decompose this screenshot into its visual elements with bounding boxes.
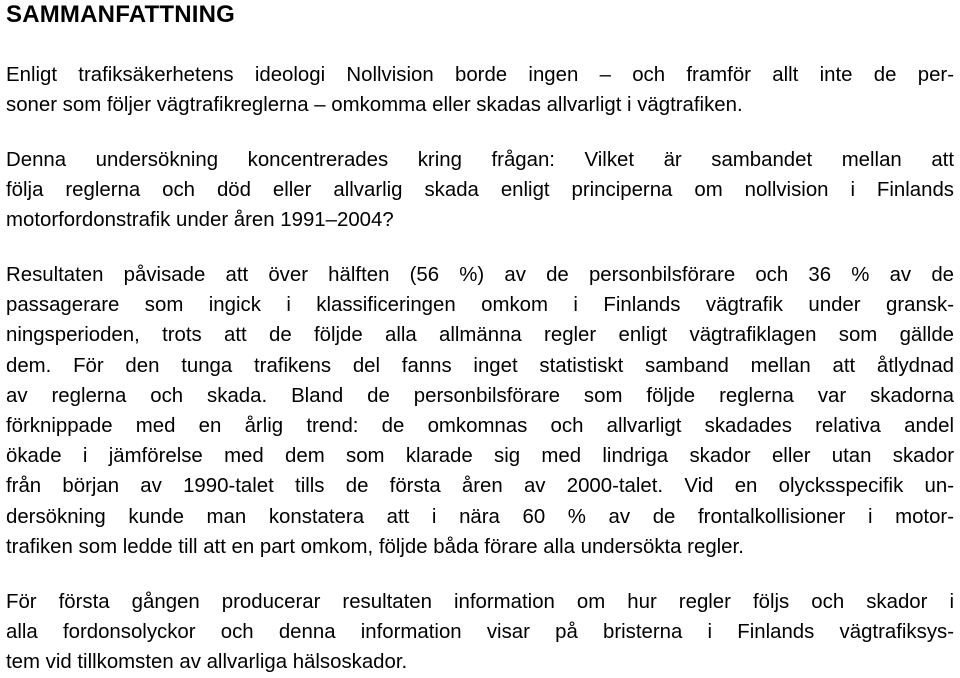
paragraph-question bbox=[6, 145, 954, 236]
text-line: alla fordonsolyckor och denna information visar på bristerna i Finlands vägtrafiksys- bbox=[6, 621, 954, 644]
text-line: av reglerna och skada. Bland de personbilsförare som följde reglerna var skadorna bbox=[6, 384, 954, 407]
text-line: från början av 1990-talet tills de första åren av 2000-talet. Vid en olycksspecifik un- bbox=[6, 475, 954, 498]
text-line: motorfordonstrafik under åren 1991–2004? bbox=[6, 209, 394, 232]
text-line: Denna undersökning koncentrerades kring frågan: Vilket är sambandet mellan att bbox=[6, 149, 954, 171]
section-heading: SAMMANFATTNING bbox=[6, 1, 235, 28]
text-line: ningsperioden, trots att de följde alla allmänna regler enligt vägtrafiklagen som gällde bbox=[6, 324, 954, 347]
text-line: För första gången producerar resultaten information om hur regler följs och skador i bbox=[6, 591, 954, 613]
text-line: passagerare som ingick i klassificeringen omkom i Finlands vägtrafik under gransk- bbox=[6, 294, 954, 317]
paragraph-conclusion bbox=[6, 587, 954, 678]
text-line: soner som följer vägtrafikreglerna – omkomma eller skadas allvarligt i vägtrafiken. bbox=[6, 94, 743, 117]
paragraph-results bbox=[6, 260, 954, 562]
text-line: tem vid tillkomsten av allvarliga hälsoskador. bbox=[6, 651, 408, 674]
text-line: Resultaten påvisade att över hälften (56 %) av de personbilsförare och 36 % av de bbox=[6, 264, 954, 286]
text-line: följa reglerna och död eller allvarlig skada enligt principerna om nollvision i Finlands bbox=[6, 179, 954, 202]
text-line: trafiken som ledde till att en part omkom, följde båda förare alla undersökta regler. bbox=[6, 535, 744, 558]
text-line: ökade i jämförelse med dem som klarade sig med lindriga skador eller utan skador bbox=[6, 445, 954, 468]
text-line: förknippade med en årlig trend: de omkomnas och allvarligt skadades relativa andel bbox=[6, 414, 954, 437]
text-line: dersökning kunde man konstatera att i nära 60 % av de frontalkollisioner i motor- bbox=[6, 505, 954, 528]
text-line: Enligt trafiksäkerhetens ideologi Nollvision borde ingen – och framför allt inte de per- bbox=[6, 64, 954, 86]
text-line: dem. För den tunga trafikens del fanns inget statistiskt samband mellan att åtlydnad bbox=[6, 354, 954, 377]
paragraph-intro bbox=[6, 60, 954, 120]
